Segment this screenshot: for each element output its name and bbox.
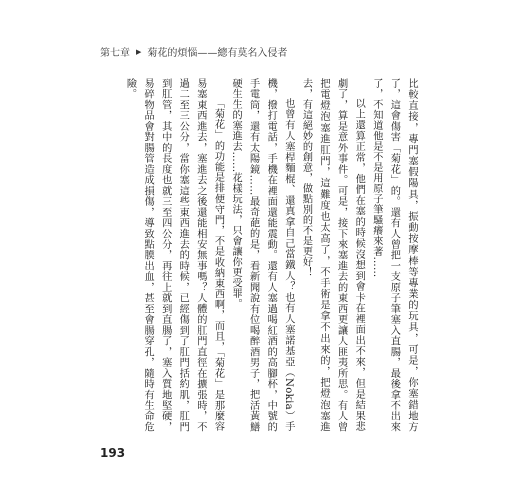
triangle-marker-icon: ▶	[136, 47, 142, 56]
vertical-body-text	[88, 78, 420, 432]
page-number: 193	[100, 446, 126, 460]
paragraph-2: 以上還算正常，他們在塞的時候沒想到會卡在裡面出不來，但是結果悲劇了，算是意外事件。可是，接下來塞進去的東西更讓人匪夷所思。有人曾把電燈泡塞進肛門，這難度也太高了，不手術是拿不出來的，把燈泡塞進去，有這絕妙的創意，做點別的不是更好！	[300, 78, 365, 432]
running-header	[100, 44, 287, 59]
chapter-label: 第七章	[100, 48, 130, 59]
paragraph-3: 也曾有人塞桿麵棍、還真拿自己當鐵人？也有人塞諾基亞（Nokia）手機，撥打電話，手機在裡面還能震動。還有人塞過喝紅酒的高腳杯，中號的手電筒，還有太陽鏡……最奇葩的是，看新聞說有位喝醉酒男子，把活黃鱔硬生生的塞進去……花樣玩法，只會讓你更受罪。	[230, 78, 294, 432]
chapter-title: 菊花的煩惱——總有莫名入侵者	[147, 48, 288, 59]
paragraph-4: 「菊花」的功能是排便守門，不是收納東西啊，而且，「菊花」是那麼容易塞東西進去，塞進去之後還能相安無事嗎？人體的肛門直徑在擴張時，不過二至三公分，當你塞這些東西進去的時候，已經傷到了肛門括約肌，肛門到肛管，其中的長度也就三至四公分，再往上就到直腸了，塞入質地堅硬，易碎物品會對腸管造成損傷，導致點膜出血，甚至會腸穿孔，隨時有生命危險。	[124, 78, 224, 432]
paragraph-1: 比較直接，專門塞假陽具，振動按摩棒等專業的玩具，可是，你塞錯地方了，這會傷害「菊花」的。還有人曾把一支原子筆塞入直腸，最後拿不出來了，不知道他是不是用原子筆騷癢來著……	[370, 78, 417, 432]
